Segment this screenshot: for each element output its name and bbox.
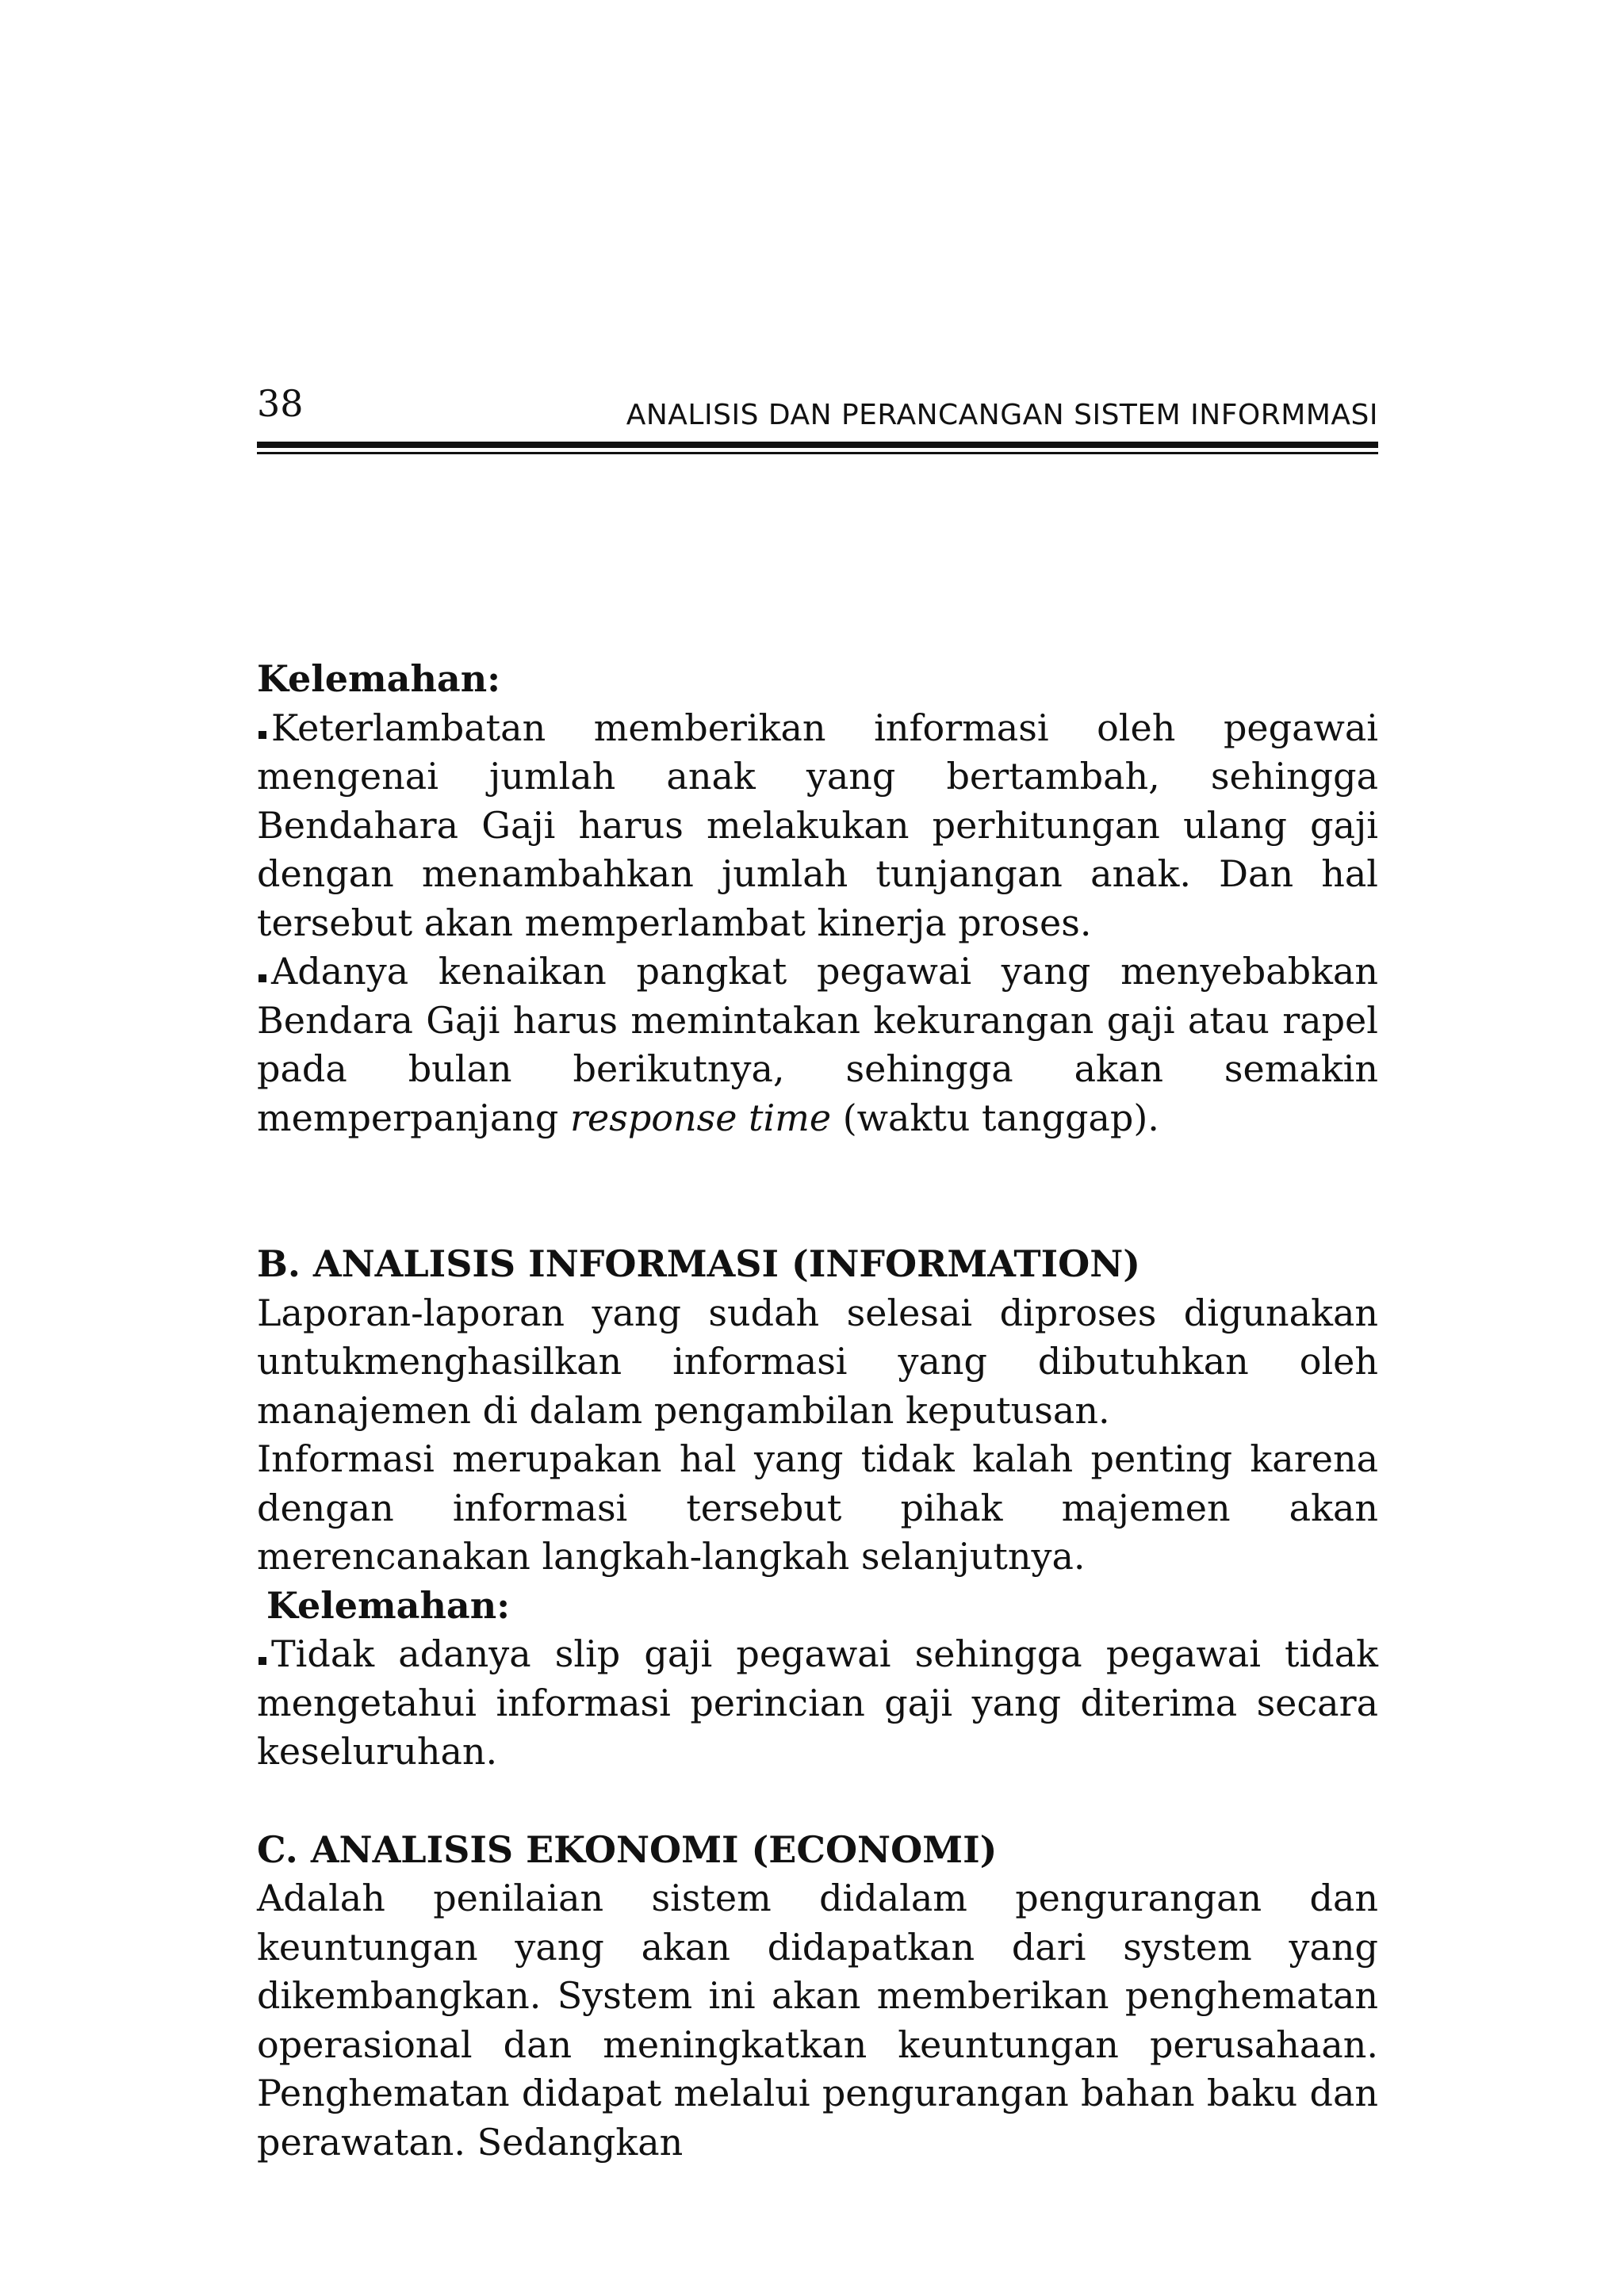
- section-spacer: [257, 1777, 1378, 1826]
- section-b-bullet-1-text: Tidak adanya slip gaji pegawai sehingga pegawai tidak mengetahui informasi perincian gaji yang diterima secara keseluruhan.: [257, 1632, 1378, 1773]
- kelemahan-heading-1: Kelemahan:: [257, 657, 501, 700]
- kelemahan-bullet-2-text: Adanya kenaikan pangkat pegawai yang menyebabkan Bendara Gaji harus memintakan kekurangan gaji atau rapel pada bulan berikutnya, sehingga akan semakin memperpanjang: [257, 950, 1378, 1139]
- page-body: [257, 655, 1378, 2167]
- bullet-square-icon: [259, 1657, 266, 1665]
- kelemahan-bullet-2-tail: (waktu tanggap).: [831, 1096, 1159, 1139]
- section-b-paragraph-1: Laporan-laporan yang sudah selesai diproses digunakan untukmenghasilkan informasi yang dibutuhkan oleh manajemen di dalam pengambilan keputusan.: [257, 1291, 1378, 1432]
- section-b-heading: B. ANALISIS INFORMASI (INFORMATION): [257, 1242, 1141, 1285]
- section-c-heading: C. ANALISIS EKONOMI (ECONOMI): [257, 1827, 998, 1871]
- kelemahan-heading-2: Kelemahan:: [266, 1583, 511, 1627]
- section-c-paragraph: Adalah penilaian sistem didalam pengurangan dan keuntungan yang akan didapatkan dari system yang dikembangkan. System ini akan memberikan penghematan operasional dan meningkatkan keuntungan perusahaan. Penghematan didapat melalui pengurangan bahan baku dan perawatan. Sedangkan: [257, 1877, 1378, 2164]
- page-number: 38: [257, 382, 304, 425]
- section-b-paragraph-2: Informasi merupakan hal yang tidak kalah penting karena dengan informasi tersebut pihak majemen akan merencanakan langkah-langkah selanjutnya.: [257, 1437, 1378, 1578]
- bullet-square-icon: [259, 974, 266, 982]
- running-header-title: ANALISIS DAN PERANCANGAN SISTEM INFORMMASI: [626, 399, 1378, 431]
- kelemahan-bullet-2: [257, 947, 1378, 1142]
- bullet-square-icon: [259, 731, 266, 739]
- section-spacer: [257, 1142, 1378, 1240]
- header-rule-thick: [257, 442, 1378, 448]
- kelemahan-bullet-1: [257, 704, 1378, 948]
- kelemahan-bullet-1-text: Keterlambatan memberikan informasi oleh pegawai mengenai jumlah anak yang bertambah, sehingga Bendahara Gaji harus melakukan perhitungan ulang gaji dengan menambahkan jumlah tunjangan anak. Dan hal tersebut akan memperlambat kinerja proses.: [257, 706, 1378, 944]
- section-b-bullet-1: [257, 1630, 1378, 1777]
- header-rule-thin: [257, 452, 1378, 454]
- kelemahan-bullet-2-italic: response time: [570, 1096, 832, 1139]
